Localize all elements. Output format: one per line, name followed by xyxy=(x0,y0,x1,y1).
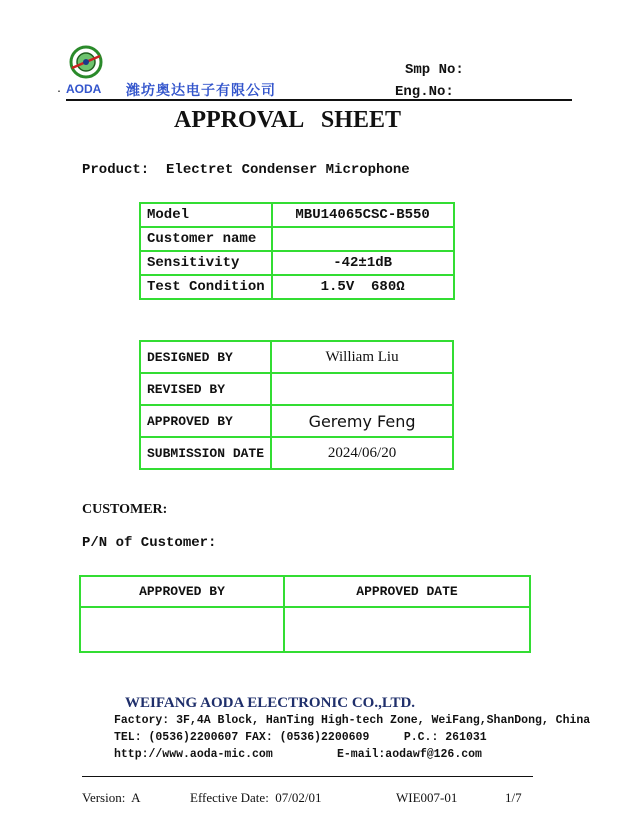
company-name: WEIFANG AODA ELECTRONIC CO.,LTD. xyxy=(125,695,416,711)
customer-approval-table xyxy=(79,575,531,653)
company-address: Factory: 3F,4A Block, HanTing High-tech Zone, WeiFang,ShanDong, China xyxy=(114,714,591,727)
company-phone: TEL: (0536)2200607 FAX: (0536)2200609 P.C.: 261031 xyxy=(114,731,487,744)
spec-value: -42±1dB xyxy=(272,251,454,275)
spec-label: Test Condition xyxy=(140,275,272,299)
footer-page-number: 1/7 xyxy=(505,790,522,805)
table-row xyxy=(140,341,453,373)
table-row xyxy=(140,373,453,405)
company-email: E-mail:aodawf@126.com xyxy=(337,748,482,761)
customer-label: CUSTOMER: xyxy=(82,502,168,517)
approval-label: REVISED BY xyxy=(140,373,271,405)
smp-no-label: Smp No: xyxy=(405,62,464,78)
approval-table xyxy=(139,340,454,470)
approved-by-cell[interactable] xyxy=(80,607,284,652)
footer-version: Version: A xyxy=(82,790,141,805)
table-row xyxy=(140,275,454,299)
page-title xyxy=(0,107,627,134)
approval-label: APPROVED BY xyxy=(140,405,271,437)
spec-label: Model xyxy=(140,203,272,227)
approval-value: Geremy Feng xyxy=(271,405,453,437)
spec-table xyxy=(139,202,455,300)
spec-value xyxy=(272,227,454,251)
spec-label: Customer name xyxy=(140,227,272,251)
table-row xyxy=(140,251,454,275)
bullet-dot: . xyxy=(56,84,63,95)
approval-label: DESIGNED BY xyxy=(140,341,271,373)
product-line: Product: Electret Condenser Microphone xyxy=(82,162,410,178)
approved-date-cell[interactable] xyxy=(284,607,530,652)
eng-no-label: Eng.No: xyxy=(395,84,454,100)
pn-label: P/N of Customer: xyxy=(82,535,217,551)
approval-value: William Liu xyxy=(271,341,453,373)
approval-label: SUBMISSION DATE xyxy=(140,437,271,469)
spec-value: MBU14065CSC-B550 xyxy=(272,203,454,227)
footer-doc-number: WIE007-01 xyxy=(396,790,458,805)
spec-value: 1.5V 680Ω xyxy=(272,275,454,299)
table-row xyxy=(140,405,453,437)
table-row xyxy=(140,203,454,227)
approved-by-header: APPROVED BY xyxy=(80,576,284,607)
table-row xyxy=(140,227,454,251)
approval-value: 2024/06/20 xyxy=(271,437,453,469)
spec-label: Sensitivity xyxy=(140,251,272,275)
logo-text: AODA xyxy=(66,82,102,96)
approved-date-header: APPROVED DATE xyxy=(284,576,530,607)
company-logo xyxy=(66,42,106,82)
page-title-text: APPROVAL SHEET xyxy=(174,107,401,133)
footer-effective-date: Effective Date: 07/02/01 xyxy=(190,790,322,805)
company-website: http://www.aoda-mic.com xyxy=(114,748,273,761)
header-divider xyxy=(66,99,572,101)
footer-divider xyxy=(82,776,533,777)
approval-value xyxy=(271,373,453,405)
table-row xyxy=(80,607,530,652)
company-name-chinese: 潍坊奥达电子有限公司 xyxy=(126,83,276,99)
table-header-row xyxy=(80,576,530,607)
table-row xyxy=(140,437,453,469)
